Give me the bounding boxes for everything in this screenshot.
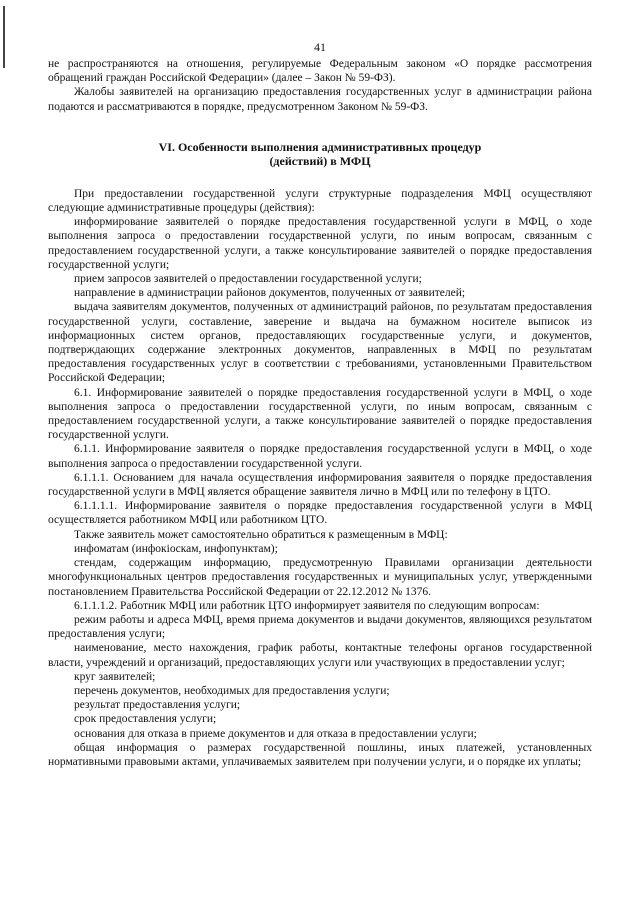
paragraph: 6.1.1. Информирование заявителя о порядке предоставления государственной услуги в МФЦ, о ходе выполнения запроса о предоставлении государственной услуги.: [48, 443, 592, 470]
paragraph: Жалобы заявителей на организацию предоставления государственных услуг в администрации района подаются и рассматриваются в порядке, предусмотренном Законом № 59-ФЗ.: [48, 86, 592, 113]
paragraph: перечень документов, необходимых для предоставления услуги;: [74, 684, 390, 697]
paragraph: наименование, место нахождения, график работы, контактные телефоны органов государственной власти, учреждений и организаций, предоставляющих услуги или участвующих в предоставлении услуг;: [48, 642, 592, 669]
paragraph: режим работы и адреса МФЦ, время приема документов и выдачи документов, являющихся результатом предоставления услуги;: [48, 613, 592, 641]
paragraph: выдача заявителям документов, полученных от администраций районов, по результатам предоставления государственной услуги, составление, заверение и выдача на бумажном носителе выписок из информационных систем органов, предоставляющих государственные услуги, и документов, подтверждающих содержание электронных документов, направленных в МФЦ по результатам предоставления государственных услуг в соответствии с требованиями, установленными Правительством Российской Федерации;: [48, 301, 592, 385]
paragraph: прием запросов заявителей о предоставлении государственной услуги;: [74, 273, 422, 286]
paragraph: 6.1.1.1.2. Работник МФЦ или работник ЦТО информирует заявителя по следующим вопросам:: [74, 599, 540, 612]
paragraph: общая информация о размерах государственной пошлины, иных платежей, установленных нормативными правовыми актами, уплачиваемых заявителем при получении услуги, и о порядке их уплаты;: [48, 741, 592, 768]
section-heading: VI. Особенности выполнения административных процедур: [158, 139, 482, 154]
paragraph: информирование заявителей о порядке предоставления государственной услуги в МФЦ, о ходе выполнения запроса о предоставлении государственной услуги, по иным вопросам, связанным с предоставлением государственной услуги, а также консультирование заявителей о порядке предоставления государственной услуги;: [48, 216, 592, 271]
paragraph: инфоматам (инфокioскам, инфопунктам);: [74, 542, 278, 555]
paragraph: 6.1.1.1.1. Информирование заявителя о порядке предоставления государственной услуги в МФЦ осуществляется работником МФЦ или работником ЦТО.: [48, 500, 592, 527]
paragraph: круг заявителей;: [74, 670, 156, 683]
paragraph: При предоставлении государственной услуги структурные подразделения МФЦ осуществляют следующие административные процедуры (действия):: [48, 187, 592, 215]
document-page: [48, 40, 592, 769]
paragraph: 6.1.1.1. Основанием для начала осуществления информирования заявителя о порядке предоставления государственной услуги в МФЦ является обращение заявителя лично в МФЦ или по телефону в ЦТО.: [48, 471, 592, 499]
scan-edge-mark: [3, 6, 5, 68]
paragraph: результат предоставления услуги;: [74, 699, 241, 712]
paragraph: не распространяются на отношения, регулируемые Федеральным законом «О порядке рассмотрения обращений граждан Российской Федерации» (далее – Закон № 59-ФЗ).: [48, 58, 592, 85]
paragraph: основания для отказа в приеме документов и для отказа в предоставлении услуги;: [74, 727, 477, 740]
paragraph: стендам, содержащим информацию, предусмотренную Правилами организации деятельности многофункциональных центров предоставления государственных и муниципальных услуг, утвержденными постановлением Правительства Российской Федерации от 22.12.2012 № 1376.: [48, 557, 592, 598]
paragraph: срок предоставления услуги;: [74, 713, 217, 726]
section-heading: (действий) в МФЦ: [269, 154, 371, 169]
paragraph: Также заявитель может самостоятельно обратиться к размещенным в МФЦ:: [74, 528, 448, 541]
paragraph: 6.1. Информирование заявителей о порядке предоставления государственной услуги в МФЦ, о ходе выполнения запроса о предоставлении государственной услуги, по иным вопросам, связанным с предоставлением государственной услуги, а также консультирование заявителей о порядке предоставления государственной услуги.: [48, 386, 592, 442]
page-number: 41: [314, 40, 326, 54]
paragraph: направление в администрации районов документов, полученных от заявителей;: [74, 287, 466, 300]
